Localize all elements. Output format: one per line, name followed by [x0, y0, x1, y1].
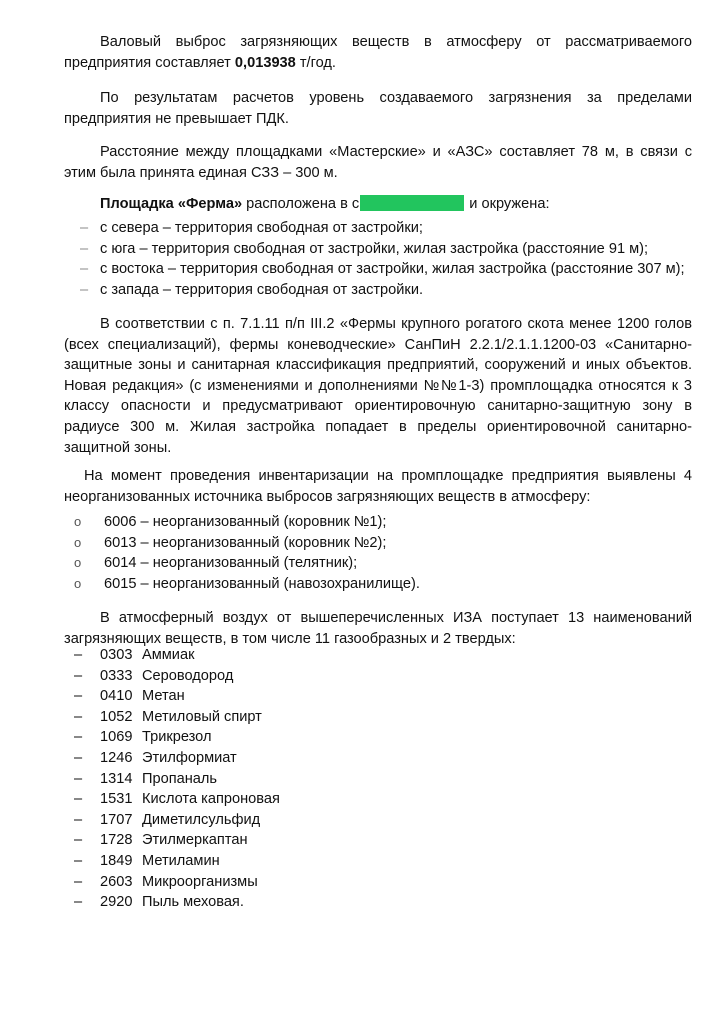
gross-emission-unit: т/год. [295, 54, 336, 71]
dash-marker: – [74, 667, 83, 684]
substance-code: 1314 [100, 770, 133, 787]
substance-code: 2603 [100, 873, 133, 890]
paragraph-farm-location [64, 194, 692, 215]
list-item [64, 830, 280, 851]
list-item [64, 239, 685, 260]
substance-code: 1707 [100, 811, 133, 828]
dash-marker: – [74, 832, 83, 849]
substance-code: 1728 [100, 832, 133, 849]
substance-name: Метиламин [142, 852, 220, 869]
list-item [64, 574, 420, 595]
substance-code: 1531 [100, 791, 133, 808]
substance-code: 1052 [100, 708, 133, 725]
list-item-text: с юга – территория свободная от застройки, жилая застройка (расстояние 91 м); [100, 240, 649, 257]
substance-code: 1849 [100, 852, 133, 869]
substance-name: Кислота капроновая [142, 791, 280, 808]
substance-name: Диметилсульфид [142, 811, 261, 828]
dash-marker: – [80, 240, 89, 257]
substance-name: Метиловый спирт [142, 708, 262, 725]
circle-marker: o [74, 555, 82, 571]
substance-code: 1069 [100, 729, 133, 746]
list-item-text: 6015 – неорганизованный (навозохранилище). [104, 575, 420, 592]
dash-marker: – [74, 894, 83, 911]
dash-marker: – [80, 261, 89, 278]
paragraph-gross-emission [64, 32, 692, 73]
list-item [64, 872, 280, 893]
gross-emission-value: 0,013938 [234, 54, 296, 71]
list-item [64, 769, 280, 790]
substance-name: Микроорганизмы [142, 873, 258, 890]
farm-surroundings-intro: и окружена: [465, 196, 550, 212]
dash-marker: – [74, 729, 83, 746]
substances-list [64, 645, 280, 913]
list-item [64, 645, 280, 666]
circle-marker: o [74, 534, 82, 550]
farm-site-title: Площадка «Ферма» [100, 196, 243, 212]
list-item [64, 727, 280, 748]
list-item [64, 892, 280, 913]
dash-marker: – [74, 688, 83, 705]
paragraph-szz: Расстояние между площадками «Мастерские» и «АЗС» составляет 78 м, в связи с этим была принята единая СЗЗ – 300 м. [64, 144, 692, 181]
farm-location-text: расположена в с [242, 196, 360, 212]
dash-marker: – [74, 873, 83, 890]
list-item [64, 512, 420, 533]
redaction-block [360, 195, 464, 211]
list-item [64, 789, 280, 810]
dash-marker: – [74, 770, 83, 787]
substance-name: Пыль меховая. [142, 894, 244, 911]
list-item-text: с севера – территория свободная от застройки; [100, 220, 423, 236]
substance-name: Пропаналь [142, 770, 218, 787]
list-item-text: 6013 – неорганизованный (коровник №2); [104, 534, 387, 551]
paragraph-pollutants: В атмосферный воздух от вышеперечисленных ИЗА поступает 13 наименований загрязняющих веществ, в том числе 11 газообразных и 2 твердых: [64, 610, 692, 647]
sources-list [64, 512, 420, 594]
substance-code: 0410 [100, 688, 133, 705]
substance-code: 0303 [100, 647, 133, 663]
substance-code: 2920 [100, 894, 133, 911]
list-item [64, 533, 420, 554]
dash-marker: – [74, 811, 83, 828]
substance-name: Трикрезол [142, 729, 212, 746]
list-item [64, 748, 280, 769]
dash-marker: – [80, 281, 89, 298]
list-item [64, 553, 420, 574]
list-item [64, 218, 685, 239]
dash-marker: – [74, 791, 83, 808]
list-item [64, 280, 685, 301]
dash-marker: – [74, 708, 83, 725]
list-item [64, 666, 280, 687]
list-item-text: с запада – территория свободная от застройки. [100, 281, 424, 298]
circle-marker: o [74, 514, 82, 529]
list-item [64, 686, 280, 707]
list-item [64, 259, 685, 280]
list-item [64, 810, 280, 831]
substance-code: 1246 [100, 749, 133, 766]
paragraph-sanpin: В соответствии с п. 7.1.11 п/п III.2 «Фермы крупного рогатого скота менее 1200 голов (всех специализаций), фермы коневодческие» СанПиН 2.2.1/2.1.1.1200-03 «Санитарно-защитные зоны и санитарная классификация предприятий, сооружений и иных объектов. Новая редакция» (с изменениями и дополнениями №№1-3) промплощадка относятся к 3 классу опасности и предусматривают ориентировочную санитарно-защитную зону в радиусе 300 м. Жилая застройка попадает в пределы ориентировочной санитарно-защитной зоны. [64, 316, 692, 456]
dash-marker: – [74, 749, 83, 766]
substance-name: Этилмеркаптан [142, 832, 248, 849]
substance-name: Этилформиат [142, 749, 237, 766]
substance-name: Аммиак [142, 647, 195, 663]
gross-emission-text: Валовый выброс загрязняющих веществ в атмосферу от рассматриваемого предприятия составляет [64, 34, 692, 71]
substance-name: Сероводород [142, 667, 234, 684]
substance-code: 0333 [100, 667, 133, 684]
substance-name: Метан [142, 688, 185, 705]
dash-marker: – [74, 852, 83, 869]
list-item [64, 707, 280, 728]
dash-marker: – [74, 647, 83, 663]
paragraph-inventory: На момент проведения инвентаризации на промплощадке предприятия выявлены 4 неорганизованных источника выбросов загрязняющих веществ в атмосферу: [64, 468, 692, 505]
circle-marker: o [74, 575, 82, 591]
list-item [64, 851, 280, 872]
dash-marker: – [80, 220, 89, 236]
list-item-text: 6014 – неорганизованный (телятник); [104, 555, 358, 572]
list-item-text: с востока – территория свободная от застройки, жилая застройка (расстояние 307 м); [100, 261, 685, 278]
surroundings-list [64, 218, 685, 300]
list-item-text: 6006 – неорганизованный (коровник №1); [104, 514, 387, 530]
paragraph-pdk: По результатам расчетов уровень создаваемого загрязнения за пределами предприятия не превышает ПДК. [64, 90, 692, 127]
